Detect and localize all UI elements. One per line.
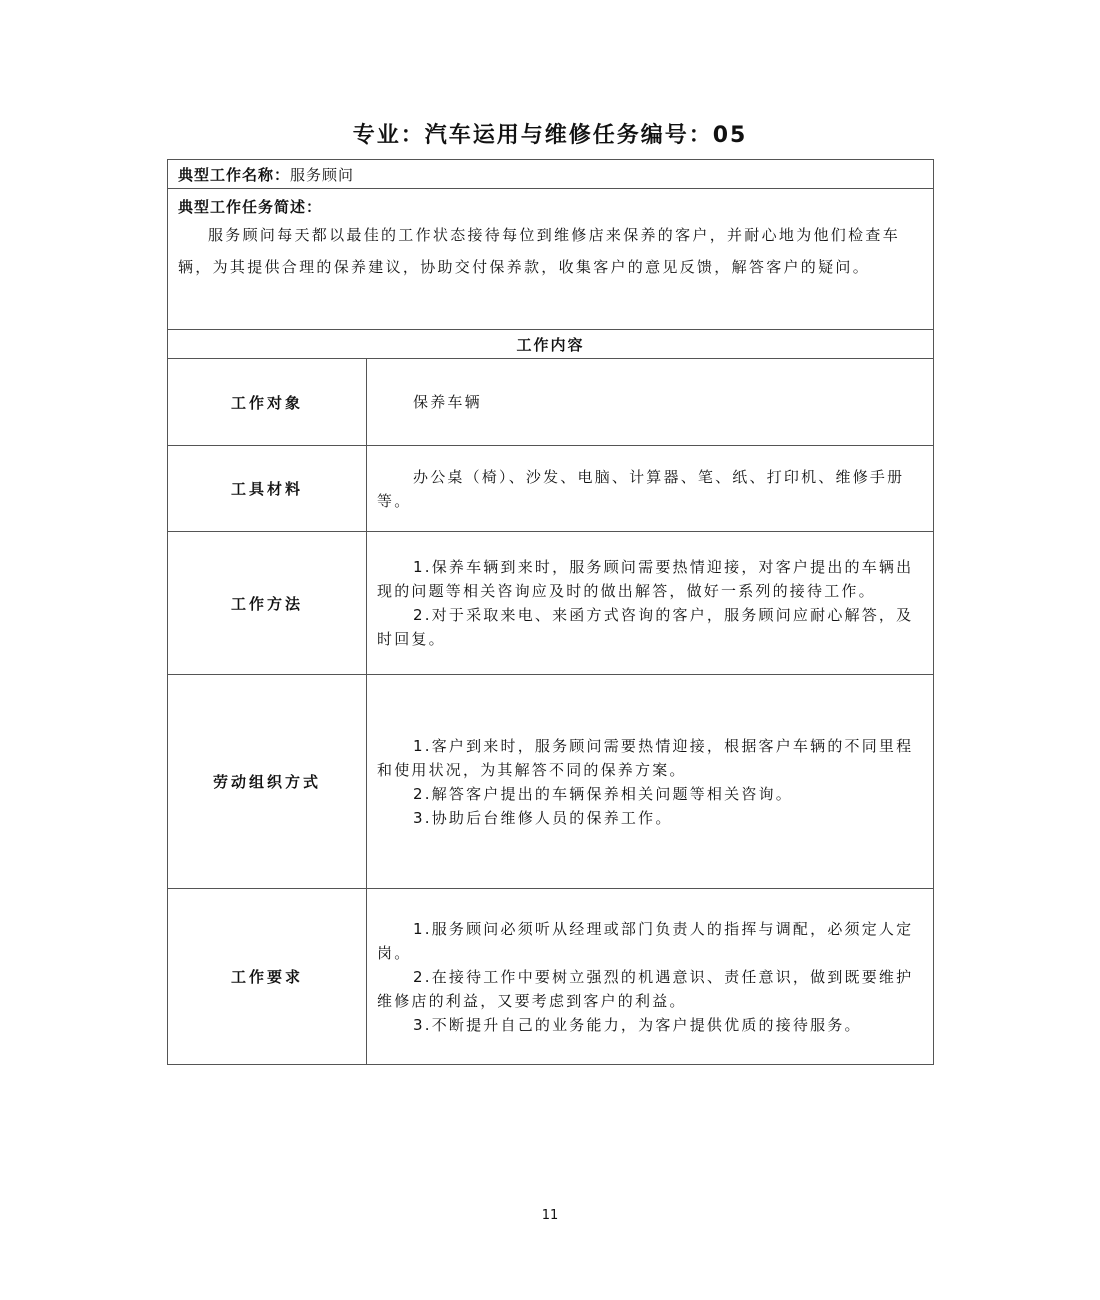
table-row <box>168 675 934 889</box>
row-paragraph: 1.服务顾问必须听从经理或部门负责人的指挥与调配，必须定人定岗。 <box>377 919 914 962</box>
row-paragraph: 1.保养车辆到来时，服务顾问需要热情迎接，对客户提出的车辆出现的问题等相关咨询应及时的做出解答，做好一系列的接待工作。 <box>377 558 914 600</box>
table-row <box>168 359 934 446</box>
row-label: 工作方法 <box>168 532 367 675</box>
row-paragraph: 保养车辆 <box>413 393 482 411</box>
task-description-text: 服务顾问每天都以最佳的工作状态接待每位到维修店来保养的客户，并耐心地为他们检查车辆，为其提供合理的保养建议，协助交付保养款，收集客户的意见反馈，解答客户的疑问。 <box>178 226 901 276</box>
task-description-cell <box>168 189 934 330</box>
row-paragraph: 2.在接待工作中要树立强烈的机遇意识、责任意识，做到既要维护维修店的利益，又要考虑到客户的利益。 <box>377 967 914 1010</box>
table-row <box>168 532 934 675</box>
row-label: 工作要求 <box>168 889 367 1065</box>
row-content <box>367 359 934 446</box>
section-header: 工作内容 <box>168 330 934 359</box>
row-content <box>367 675 934 889</box>
page-title: 专业：汽车运用与维修任务编号：05 <box>352 123 748 148</box>
row-paragraph: 3.不断提升自己的业务能力，为客户提供优质的接待服务。 <box>413 1015 862 1034</box>
row-label: 工作对象 <box>168 359 367 446</box>
row-label: 工具材料 <box>168 446 367 532</box>
job-name-cell <box>168 160 934 189</box>
row-paragraph: 办公桌（椅）、沙发、电脑、计算器、笔、纸、打印机、维修手册等。 <box>377 467 905 510</box>
task-table <box>167 159 934 1065</box>
row-paragraph: 3.协助后台维修人员的保养工作。 <box>413 808 673 827</box>
table-row <box>168 446 934 532</box>
page-number: 11 <box>541 1208 559 1223</box>
row-content <box>367 889 934 1065</box>
job-name-value: 服务顾问 <box>290 165 355 184</box>
row-content <box>367 532 934 675</box>
table-row <box>168 889 934 1065</box>
row-paragraph: 2.对于采取来电、来函方式咨询的客户，服务顾问应耐心解答，及时回复。 <box>377 606 914 648</box>
job-name-row <box>168 160 934 189</box>
section-header-row <box>168 330 934 359</box>
task-description-label: 典型工作任务简述： <box>178 198 323 216</box>
row-content <box>367 446 934 532</box>
task-description-row <box>168 189 934 330</box>
row-paragraph: 2.解答客户提出的车辆保养相关问题等相关咨询。 <box>413 784 793 803</box>
job-name-label: 典型工作名称： <box>178 165 291 184</box>
row-paragraph: 1.客户到来时，服务顾问需要热情迎接，根据客户车辆的不同里程和使用状况，为其解答不同的保养方案。 <box>377 736 914 779</box>
row-label: 劳动组织方式 <box>168 675 367 889</box>
